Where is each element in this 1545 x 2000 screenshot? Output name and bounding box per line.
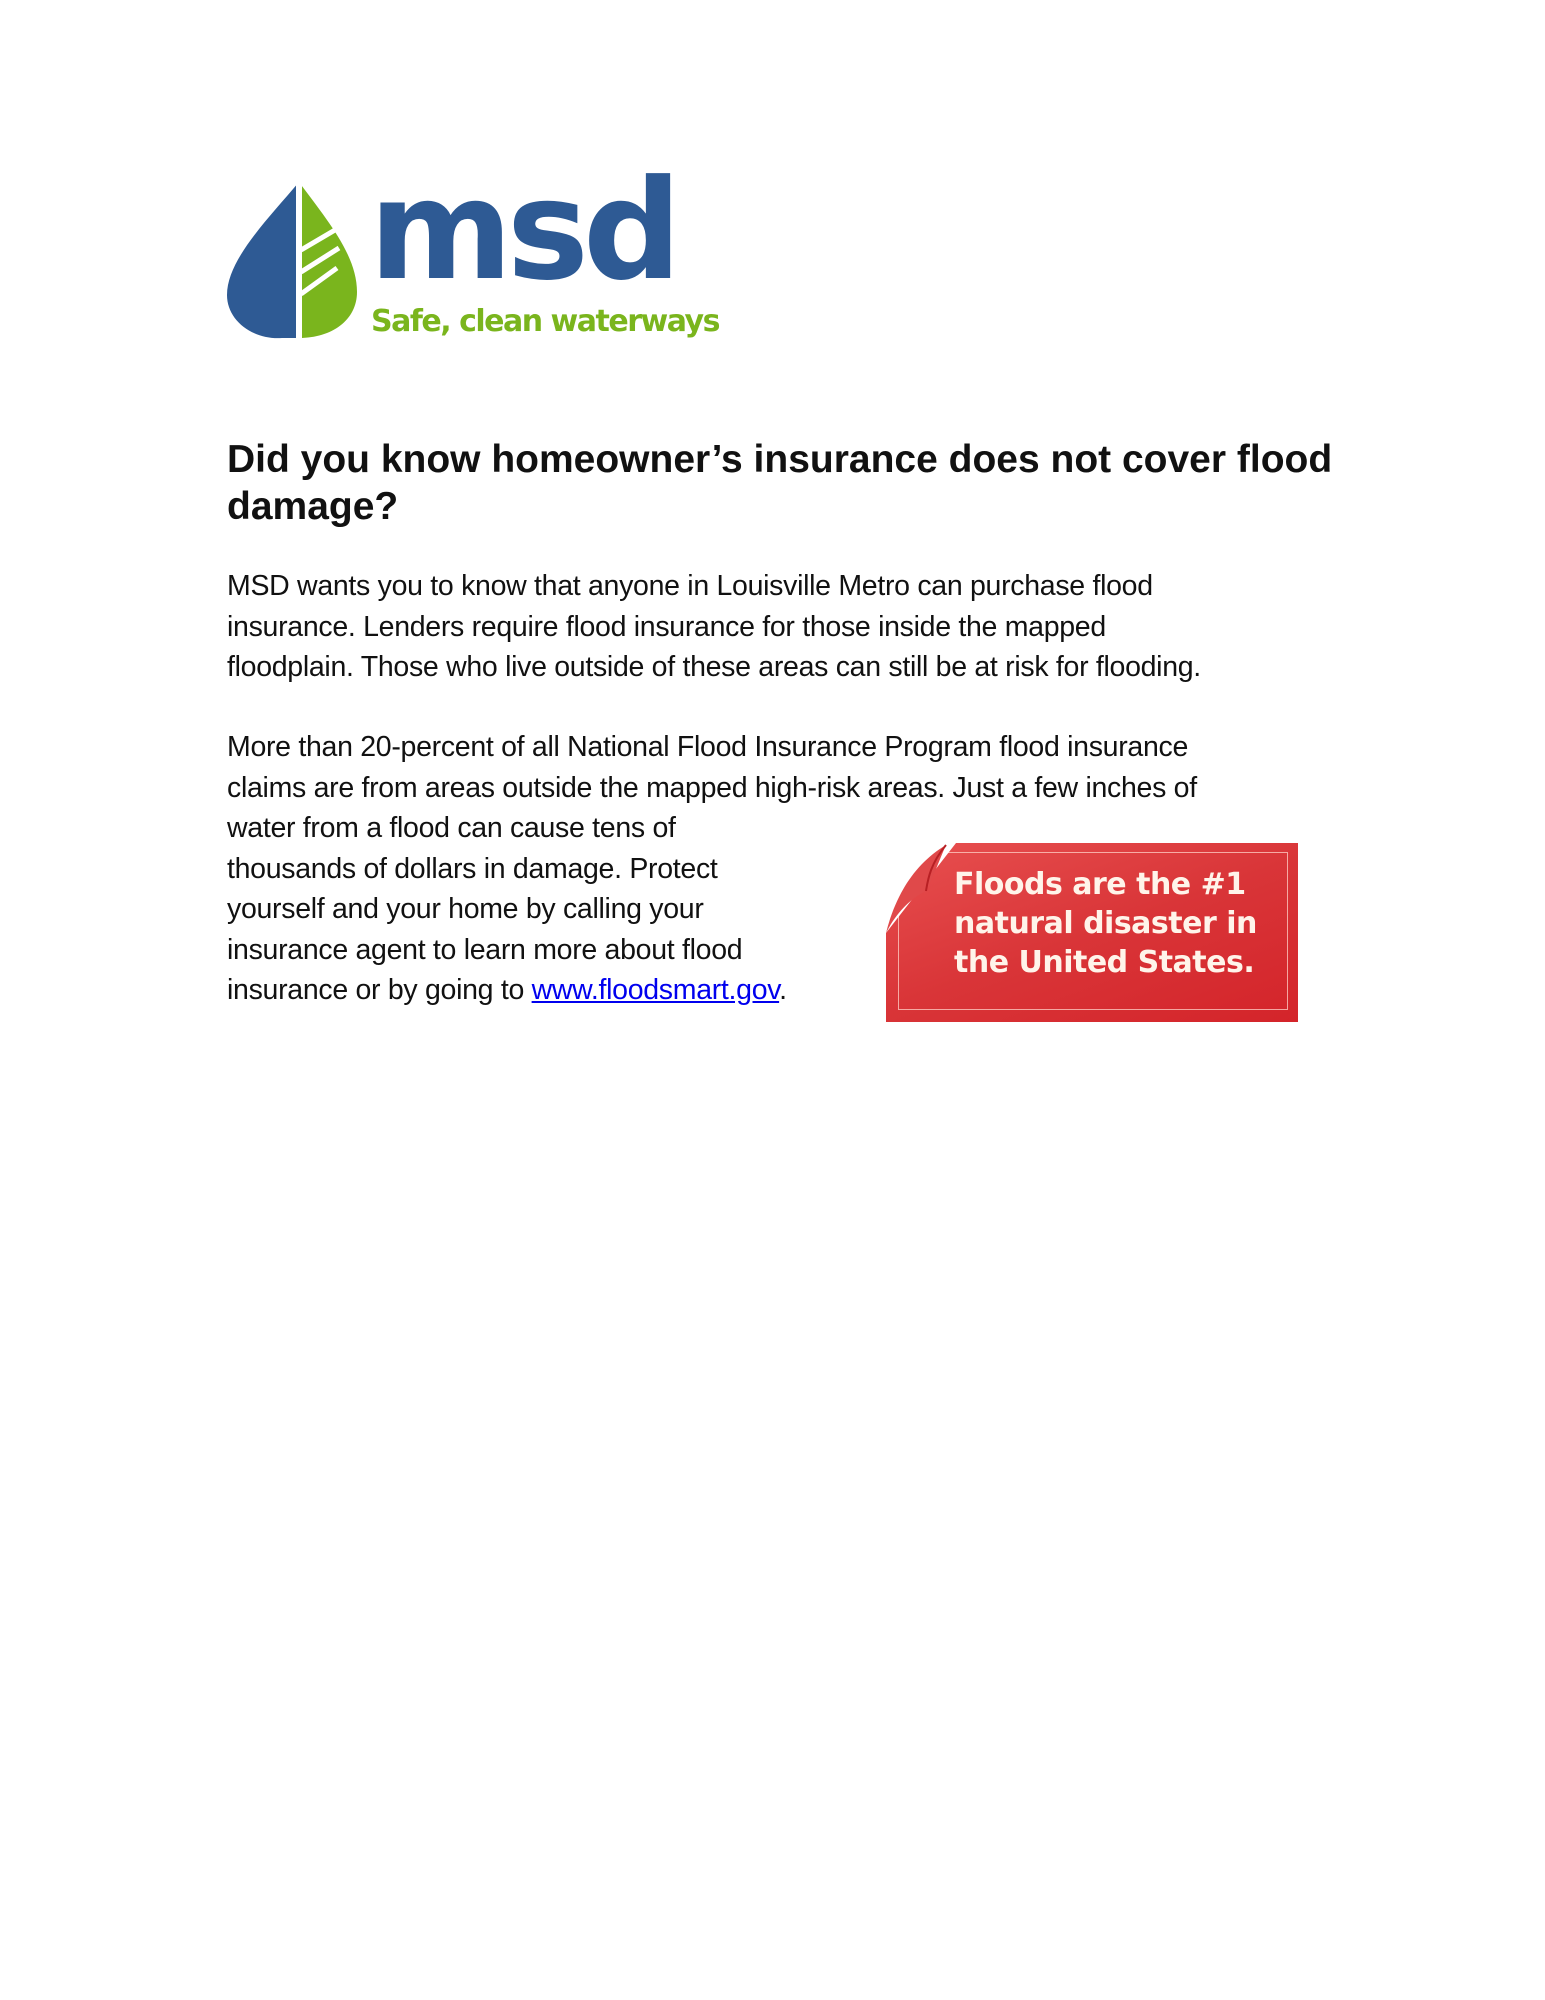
paragraph-intro xyxy=(227,566,1201,688)
text-line: yourself and your home by calling your xyxy=(227,893,704,925)
text-line: water from a flood can cause tens of xyxy=(227,812,676,844)
floodsmart-link[interactable]: www.floodsmart.gov xyxy=(531,974,780,1006)
text-fragment: insurance or by going to xyxy=(227,974,532,1006)
leaf-drop-icon xyxy=(227,180,357,340)
text-line: insurance. Lenders require flood insurance for those inside the mapped xyxy=(227,610,1106,643)
text-line: insurance agent to learn more about flood xyxy=(227,933,743,966)
text-line: floodplain. Those who live outside of these areas can still be at risk for flooding. xyxy=(227,651,1201,683)
logo-wordmark: msd xyxy=(369,150,676,311)
text-fragment: . xyxy=(779,974,787,1006)
banner-line: the United States. xyxy=(954,945,1255,980)
msd-logo xyxy=(227,150,719,348)
logo-tagline: Safe, clean waterways xyxy=(371,304,719,339)
text-line: MSD wants you to know that anyone in Louisville Metro can purchase flood xyxy=(227,570,1153,602)
page-heading: Did you know homeowner’s insurance does not cover flood damage? xyxy=(227,438,1333,528)
banner-line: natural disaster in xyxy=(954,906,1257,941)
banner-line: Floods are the #1 xyxy=(954,867,1246,902)
text-line: thousands of dollars in damage. Protect xyxy=(227,852,718,885)
flood-fact-banner xyxy=(886,843,1298,1022)
banner-text xyxy=(954,865,1257,982)
page-curl-icon xyxy=(886,843,956,933)
text-line: claims are from areas outside the mapped high-risk areas. Just a few inches of xyxy=(227,771,1197,804)
text-line: More than 20-percent of all National Flood Insurance Program flood insurance xyxy=(227,731,1188,763)
